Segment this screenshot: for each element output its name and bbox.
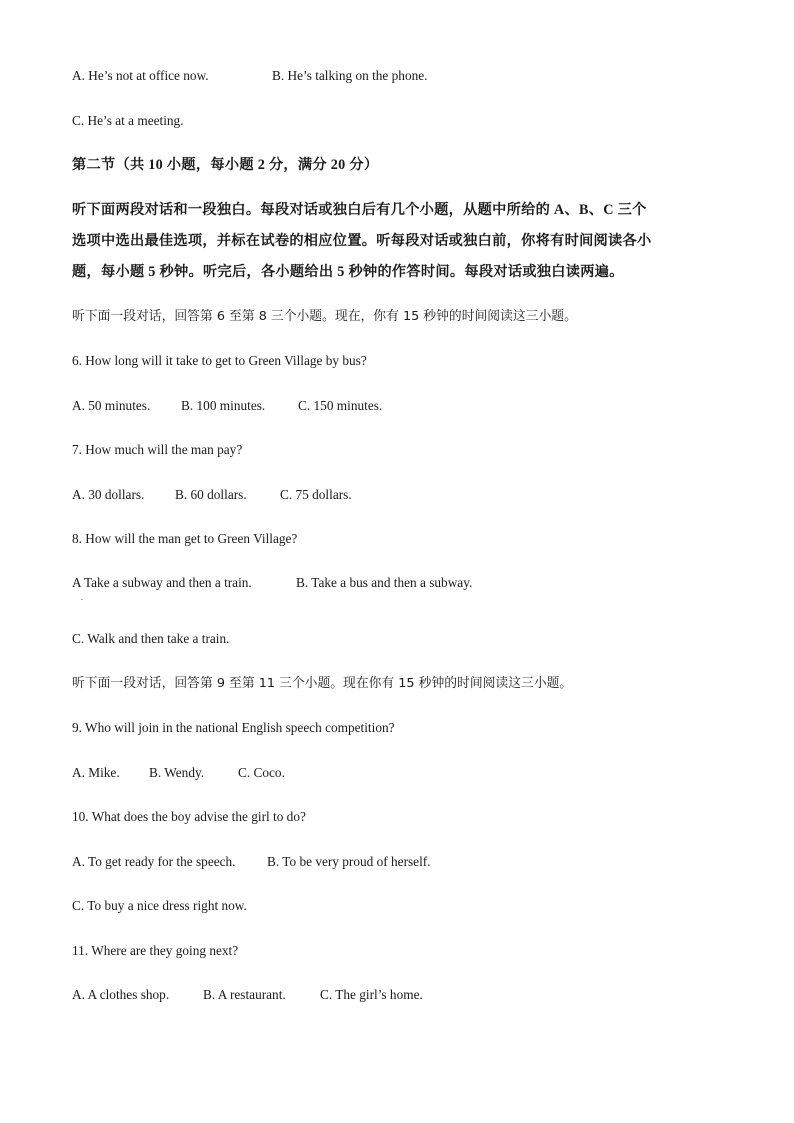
- q9-option-a: A. Mike.: [72, 765, 120, 780]
- q10-option-a: A. To get ready for the speech.: [72, 854, 236, 869]
- q9-question: 9. Who will join in the national English speech competition?: [72, 720, 395, 735]
- q11-option-c: C. The girl’s home.: [320, 987, 423, 1002]
- section-instructions-line-2: 选项中选出最佳选项，并标在试卷的相应位置。听每段对话或独白前，你将有时间阅读各小: [72, 233, 652, 249]
- q10-question: 10. What does the boy advise the girl to do?: [72, 809, 306, 824]
- q8-option-c: C. Walk and then take a train.: [72, 631, 230, 646]
- q11-question: 11. Where are they going next?: [72, 943, 239, 958]
- q5-option-b: B. He’s talking on the phone.: [272, 68, 428, 83]
- q7-option-c: C. 75 dollars.: [280, 487, 352, 502]
- q10-option-b: B. To be very proud of herself.: [267, 854, 431, 869]
- q8-option-a: A Take a subway and then a train.: [72, 575, 252, 590]
- q5-option-a: A. He’s not at office now.: [72, 68, 209, 83]
- q6-question: 6. How long will it take to get to Green Village by bus?: [72, 353, 367, 368]
- dialogue1-intro: 听下面一段对话，回答第 6 至第 8 三个小题。现在，你有 15 秒钟的时间阅读这三小题。: [72, 309, 577, 324]
- q5-options-row: [72, 67, 427, 85]
- q9-options-row: [72, 764, 285, 782]
- q10-options-row: [72, 853, 431, 871]
- q7-question: 7. How much will the man pay?: [72, 442, 243, 457]
- section-instructions-line-3: 题，每小题 5 秒钟。听完后，各小题给出 5 秒钟的作答时间。每段对话或独白读两遍。: [72, 264, 624, 280]
- q5-option-c: C. He’s at a meeting.: [72, 113, 184, 128]
- q9-option-c: C. Coco.: [238, 765, 285, 780]
- dialogue2-intro: 听下面一段对话，回答第 9 至第 11 三个小题。现在你有 15 秒钟的时间阅读这三小题。: [72, 676, 573, 691]
- q6-option-a: A. 50 minutes.: [72, 398, 151, 413]
- q7-options-row: [72, 486, 352, 504]
- q6-option-c: C. 150 minutes.: [298, 398, 383, 413]
- stray-dot: .: [81, 593, 83, 602]
- q10-option-c: C. To buy a nice dress right now.: [72, 898, 247, 913]
- q11-options-row: [72, 986, 423, 1004]
- q8-question: 8. How will the man get to Green Village?: [72, 531, 298, 546]
- q11-option-a: A. A clothes shop.: [72, 987, 170, 1002]
- q11-option-b: B. A restaurant.: [203, 987, 286, 1002]
- q7-option-a: A. 30 dollars.: [72, 487, 145, 502]
- q6-option-b: B. 100 minutes.: [181, 398, 266, 413]
- q6-options-row: [72, 397, 382, 415]
- q9-option-b: B. Wendy.: [149, 765, 205, 780]
- q8-options-row: [72, 574, 472, 592]
- q7-option-b: B. 60 dollars.: [175, 487, 247, 502]
- section-title: 第二节（共 10 小题，每小题 2 分，满分 20 分）: [72, 157, 379, 173]
- section-instructions-line-1: 听下面两段对话和一段独白。每段对话或独白后有几个小题，从题中所给的 A、B、C 三个: [72, 202, 647, 218]
- q8-option-b: B. Take a bus and then a subway.: [296, 575, 473, 590]
